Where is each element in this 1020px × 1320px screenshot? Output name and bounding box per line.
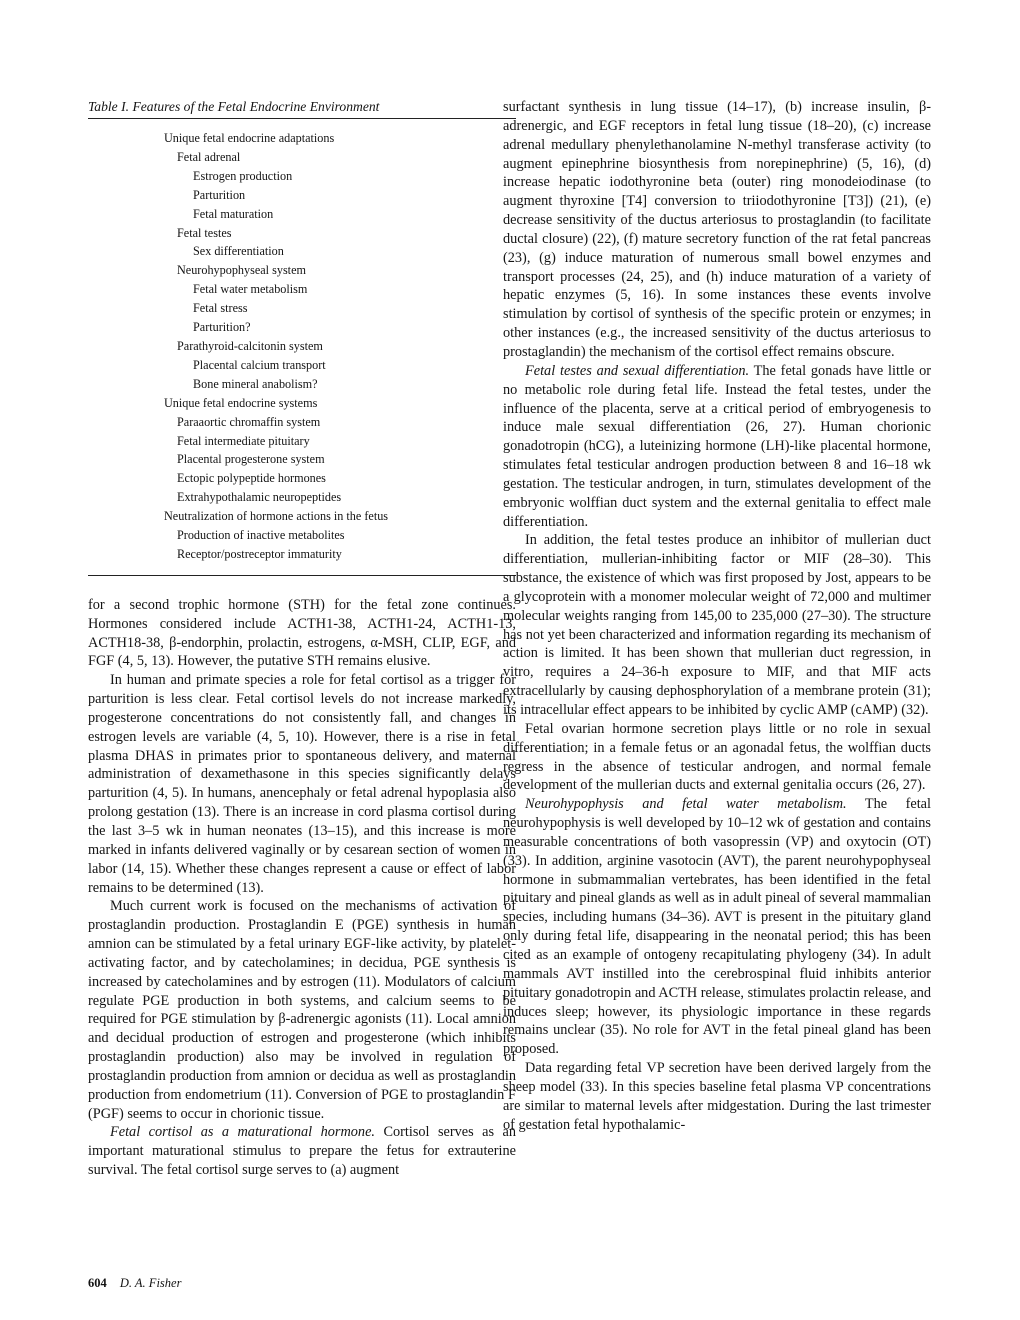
- table-row: Neurohypophyseal system: [177, 263, 306, 278]
- body-paragraph: [88, 897, 516, 1123]
- table-row: Parturition: [193, 187, 246, 202]
- section-heading: Fetal testes and sexual differentiation.: [525, 362, 750, 379]
- body-paragraph: [503, 720, 931, 795]
- page-number: 604: [88, 1276, 107, 1290]
- body-paragraph: [503, 98, 931, 362]
- body-paragraph: [503, 1059, 931, 1134]
- table-bottom-rule: [88, 575, 516, 576]
- running-author: D. A. Fisher: [119, 1276, 182, 1290]
- table-rows: [88, 129, 516, 564]
- right-column: [503, 98, 931, 1134]
- left-column: [88, 98, 516, 1180]
- right-column-text: [503, 98, 931, 1134]
- paragraph-text: surfactant synthesis in lung tissue (14–17), (b) increase insulin, β-adrenergic, and EGF receptors in fetal lung tissue (18–20), (c) increase adrenal medullary phenylethanolamine N-methyl transferase activity (to augment epinephrine biosynthesis from norepinephrine) (5, 16), (d) increase hepatic iodothyronine beta (outer) ring monodeiodinase (to augment thyroxine [T4] conversion to triiodothyronine [T3]) (21), (e) decrease sensitivity of the ductus arteriosus to prostaglandin (to facilitate ductal closure) (22), (f) mature secretory function of the rat fetal pancreas (23), (g) induce maturation of numerous small bowel enzymes and transport processes (24, 25), and (h) induce maturation of a variety of hepatic enzymes (5, 16). In some instances these events involve stimulation by cortisol of synthesis of the specific protein or enzymes; in other instances (e.g., the increased sensitivity of the ductus arteriosus to prostaglandin) the mechanism of the cortisol effect remains obscure.: [503, 99, 931, 360]
- paragraph-text: Much current work is focused on the mechanisms of activation of prostaglandin production. Prostaglandin E (PGE) synthesis in human amnion can be stimulated by a fetal urinary EGF-like activity, by platelet-activating factor, and by catecholamines; in decidua, PGE synthesis is increased by catecholamines and by estrogen (11). Modulators of calcium regulate PGE production in both systems, and calcium seems to be required for PGE stimulation by β-adrenergic agonists (11). Local amnion and decidual production of estrogen and progesterone (which inhibits prostaglandin production) also may be involved in regulation of prostaglandin production from amnion or decidua as well as prostaglandin production from endometrium (11). Conversion of PGE to prostaglandin F (PGF) seems to occur in chorionic tissue.: [88, 898, 516, 1122]
- table-row: Fetal intermediate pituitary: [177, 433, 310, 448]
- table-row: Production of inactive metabolites: [177, 528, 345, 543]
- table-row: Paraaortic chromaffin system: [177, 414, 321, 429]
- paragraph-text: Cortisol serves as an important maturational stimulus to prepare the fetus for extrauterine survival. The fetal cortisol surge serves to (a) augment: [88, 1124, 516, 1179]
- table-row: Extrahypothalamic neuropeptides: [177, 490, 342, 505]
- body-paragraph: [88, 596, 516, 671]
- body-paragraph: [503, 362, 931, 532]
- table-row: Bone mineral anabolism?: [193, 376, 318, 391]
- table-row: Fetal adrenal: [177, 149, 241, 164]
- paragraph-text: The fetal gonads have little or no metabolic role during fetal life. Instead the fetal testes, under the influence of the placenta, serve at a critical period of embryogenesis to induce male sexual differentiation (26, 27). Human chorionic gonadotropin (hCG), a luteinizing hormone (LH)-like placental hormone, stimulates fetal testicular androgen production between 8 and 16–18 wk gestation. The testicular androgen, in turn, stimulates development of the embryonic wolffian duct system and the external genitalia to effect male differentiation.: [503, 362, 931, 530]
- table-row: Placental progesterone system: [177, 452, 325, 467]
- paragraph-text: for a second trophic hormone (STH) for the fetal zone continues. Hormones considered include ACTH1-38, ACTH1-24, ACTH1-13, ACTH18-38, β-endorphin, prolactin, estrogens, α-MSH, CLIP, EGF, and FGF (4, 5, 13). However, the putative STH remains elusive.: [88, 596, 516, 670]
- section-heading: Fetal cortisol as a maturational hormone.: [110, 1124, 375, 1141]
- paragraph-text: Fetal ovarian hormone secretion plays little or no role in sexual differentiation; in a female fetus or an agonadal fetus, the wolffian ducts regress in the absence of testicular androgen, and normal female development of the mullerian ducts and external genitalia occurs (26, 27).: [503, 720, 931, 794]
- table-row: Estrogen production: [193, 168, 293, 183]
- paragraph-text: In addition, the fetal testes produce an inhibitor of mullerian duct differentiation, mullerian-inhibiting factor or MIF (28–30). This substance, the existence of which was first proposed by Jost, appears to be a glycoprotein with a monomer molecular weight of 72,000 and multimer molecular weights ranging from 145,00 to 235,000 (27–30). The structure has not yet been characterized and information regarding its mechanism of action is limited. It has been shown that mullerian duct regression, in vitro, requires a 24–36-h exposure to MIF, and that MIF acts extracellularly by causing dephosphorylation of a membrane protein (31); its intracellular effect appears to be inhibited by cyclic AMP (cAMP) (32).: [503, 532, 931, 718]
- table-row: Fetal testes: [177, 225, 232, 240]
- table-i: [88, 98, 516, 576]
- table-row: Neutralization of hormone actions in the fetus: [164, 509, 389, 524]
- body-paragraph: [88, 671, 516, 897]
- table-row: Fetal stress: [193, 301, 248, 316]
- table-title: Table I. Features of the Fetal Endocrine Environment: [88, 99, 380, 114]
- body-paragraph: [88, 1123, 516, 1180]
- page-footer: [88, 1276, 181, 1291]
- table-row: Unique fetal endocrine adaptations: [164, 131, 335, 145]
- table-row: Fetal water metabolism: [193, 282, 308, 297]
- table-row: Ectopic polypeptide hormones: [177, 471, 326, 486]
- paragraph-text: Data regarding fetal VP secretion have been derived largely from the sheep model (33). In this species baseline fetal plasma VP concentrations are similar to maternal levels after midgestation. During the last trimester of gestation fetal hypothalamic-: [503, 1060, 931, 1133]
- table-row: Receptor/postreceptor immaturity: [177, 546, 342, 561]
- table-row: Placental calcium transport: [193, 357, 326, 372]
- paragraph-text: The fetal neurohypophysis is well developed by 10–12 wk of gestation and contains measurable concentrations of both vasopressin (VP) and oxytocin (OT) (33). In addition, arginine vasotocin (AVT), the parent neurohypophyseal hormone in submammalian vertebrates, has been identified in the fetal pituitary and pineal glands as well as in adult pineal of several mammalian species, including humans (34–36). AVT is present in the pituitary gland only during fetal life, disappearing in the neonatal period; this has been cited as an example of ontogeny recapitulating phylogeny (34). In adult mammals AVT instilled into the cerebrospinal fluid inhibits anterior pituitary gonadotropin and ACTH release, stimulates prolactin release, and induces sleep; however, its physiologic importance in these regards remains unclear (35). No role for AVT in the fetal pineal gland has been proposed.: [503, 796, 931, 1058]
- body-paragraph: [503, 531, 931, 719]
- table-row: Unique fetal endocrine systems: [164, 395, 318, 410]
- table-row: Sex differentiation: [193, 244, 284, 259]
- table-row: Parturition?: [193, 320, 251, 335]
- paragraph-text: In human and primate species a role for fetal cortisol as a trigger for parturition is less clear. Fetal cortisol levels do not increase markedly, progesterone concentrations do not consistently fall, and changes in estrogen levels are variable (4, 5, 10). However, there is a rise in fetal plasma DHAS in primates prior to spontaneous delivery, and maternal administration of dexamethasone in this species significantly delays parturition (4, 5). In humans, anencephaly or fetal adrenal hypoplasia also prolong gestation (13). There is an increase in cord plasma cortisol during the last 3–5 wk in human neonates (13–15), and this increase is more marked in infants delivered vaginally or by cesarean section of women in labor (14, 15). Whether these changes represent a cause or effect of labor remains to be determined (13).: [88, 672, 516, 896]
- left-column-text: [88, 596, 516, 1180]
- section-heading: Neurohypophysis and fetal water metabolism.: [525, 796, 847, 813]
- table-row: Parathyroid-calcitonin system: [177, 338, 323, 353]
- body-paragraph: [503, 795, 931, 1059]
- table-row: Fetal maturation: [193, 206, 274, 221]
- table-top-rule: [88, 118, 516, 119]
